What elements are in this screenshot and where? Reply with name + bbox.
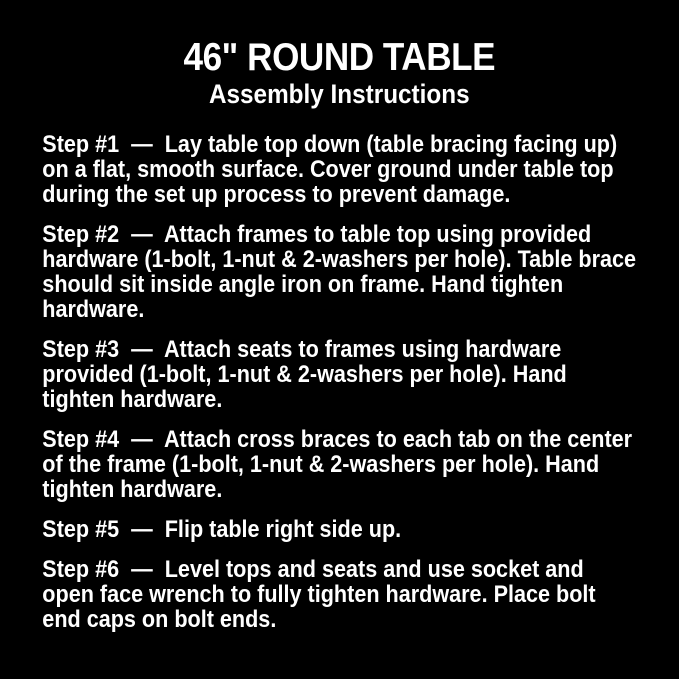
page-subtitle: Assembly Instructions [208,79,470,109]
step-item-6 [42,557,636,632]
step-label: Step #6 [42,556,120,583]
step-label: Step #1 [42,131,120,158]
step-label: Step #4 [42,426,120,453]
step-item-4 [42,426,639,503]
step-item-5 [42,517,636,542]
step-label: Step #3 [42,336,120,363]
step-separator: — [119,426,164,453]
step-item-1 [42,132,636,207]
step-text: Level tops and seats and use socket and open face wrench to fully tighten hardware. Place bolt end caps on bolt ends. [42,556,602,633]
step-label: Step #2 [42,221,120,248]
step-text: Flip table right side up. [164,516,402,543]
steps-list [42,131,643,633]
step-text: Lay table top down (table bracing facing up) on a flat, smooth surface. Cover ground under table top during the set up process to prevent damage. [42,131,624,208]
page-title: 46" ROUND TABLE [183,36,496,79]
step-text: Attach seats to frames using hardware provided (1-bolt, 1-nut & 2-washers per hole). Hand tighten hardware. [42,336,573,413]
step-item-3 [42,337,636,412]
step-label: Step #5 [42,516,120,543]
step-separator: — [119,516,165,543]
step-separator: — [119,336,164,363]
step-text: Attach cross braces to each tab on the center of the frame (1-bolt, 1-nut & 2-washers per hole). Hand tighten hardware. [42,426,639,503]
step-item-2 [42,221,643,323]
step-separator: — [119,221,164,248]
step-separator: — [119,131,165,158]
step-text: Attach frames to table top using provided hardware (1-bolt, 1-nut & 2-washers per hole). Table brace should sit inside angle iron on frame. Hand tighten hardware. [42,221,643,323]
step-separator: — [119,556,165,583]
